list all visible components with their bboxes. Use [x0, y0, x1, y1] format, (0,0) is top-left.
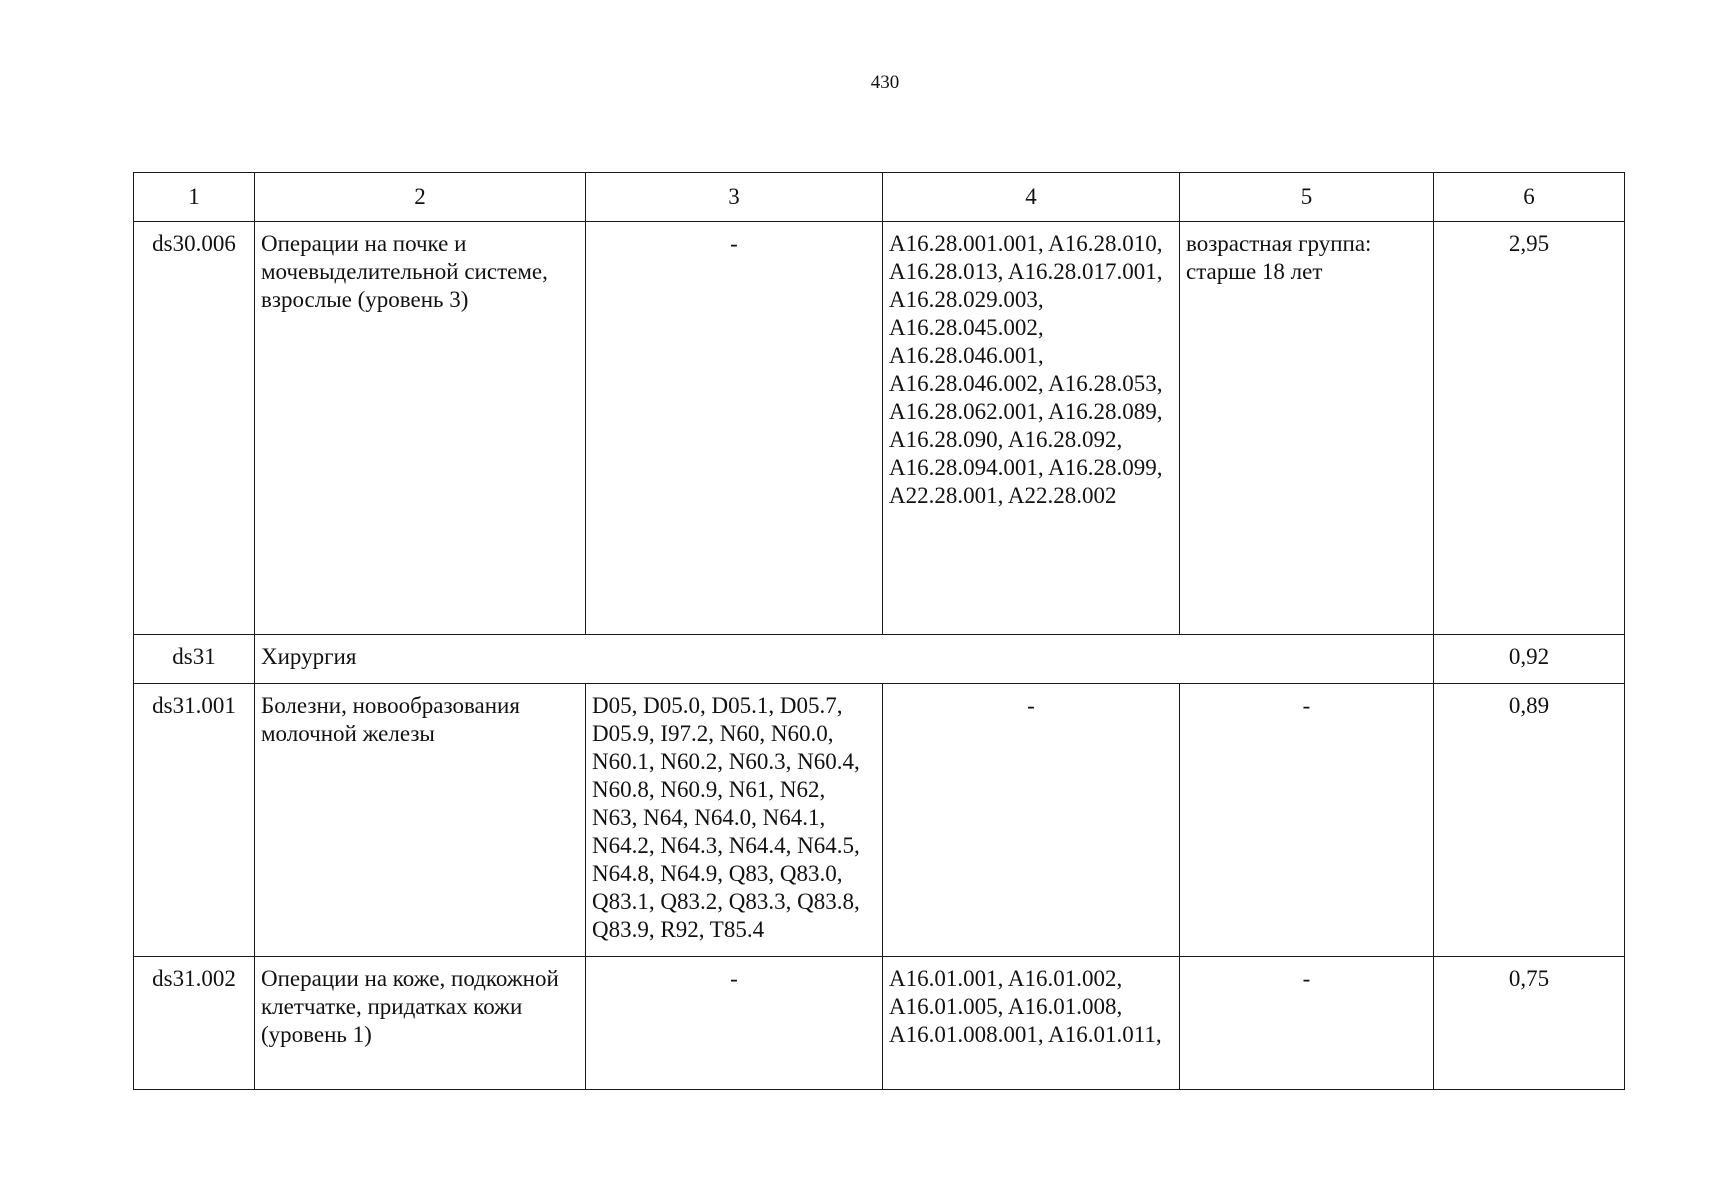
- row-name: Операции на коже, подкожной клетчатке, придатках кожи (уровень 1): [255, 957, 586, 1090]
- row-coefficient: 0,75: [1434, 957, 1625, 1090]
- table-row: [134, 684, 1625, 957]
- header-cell-6: 6: [1434, 173, 1625, 222]
- row-criteria: возрастная группа: старше 18 лет: [1180, 222, 1434, 635]
- row-diagnosis-codes: D05, D05.0, D05.1, D05.7, D05.9, I97.2, N60, N60.0, N60.1, N60.2, N60.3, N60.4, N60.8, N60.9, N61, N62, N63, N64, N64.0, N64.1, N64.2, N64.3, N64.4, N64.5, N64.8, N64.9, Q83, Q83.0, Q83.1, Q83.2, Q83.3, Q83.8, Q83.9, R92, T85.4: [586, 684, 883, 957]
- row-coefficient: 0,89: [1434, 684, 1625, 957]
- header-cell-4: 4: [883, 173, 1180, 222]
- table-row: [134, 957, 1625, 1090]
- section-name: Хирургия: [255, 635, 1434, 684]
- tariff-table: [133, 172, 1625, 1090]
- row-name: Операции на почке и мочевыделительной системе, взрослые (уровень 3): [255, 222, 586, 635]
- section-coefficient: 0,92: [1434, 635, 1625, 684]
- row-diagnosis-codes: -: [586, 957, 883, 1090]
- header-cell-5: 5: [1180, 173, 1434, 222]
- row-service-codes: -: [883, 684, 1180, 957]
- row-code: ds31.001: [134, 684, 255, 957]
- section-code: ds31: [134, 635, 255, 684]
- row-code: ds31.002: [134, 957, 255, 1090]
- table-row: [134, 222, 1625, 635]
- row-coefficient: 2,95: [1434, 222, 1625, 635]
- header-cell-1: 1: [134, 173, 255, 222]
- row-diagnosis-codes: -: [586, 222, 883, 635]
- header-cell-2: 2: [255, 173, 586, 222]
- row-criteria: -: [1180, 957, 1434, 1090]
- row-code: ds30.006: [134, 222, 255, 635]
- row-name: Болезни, новообразования молочной железы: [255, 684, 586, 957]
- row-service-codes: A16.01.001, A16.01.002, A16.01.005, A16.01.008, A16.01.008.001, A16.01.011,: [883, 957, 1180, 1090]
- row-criteria: -: [1180, 684, 1434, 957]
- page-number: 430: [870, 72, 900, 93]
- table-row-section: [134, 635, 1625, 684]
- header-cell-3: 3: [586, 173, 883, 222]
- row-service-codes: A16.28.001.001, A16.28.010, A16.28.013, A16.28.017.001, A16.28.029.003, A16.28.045.002, A16.28.046.001, A16.28.046.002, A16.28.053, A16.28.062.001, A16.28.089, A16.28.090, A16.28.092, A16.28.094.001, A16.28.099, A22.28.001, A22.28.002: [883, 222, 1180, 635]
- table-header-row: [134, 173, 1625, 222]
